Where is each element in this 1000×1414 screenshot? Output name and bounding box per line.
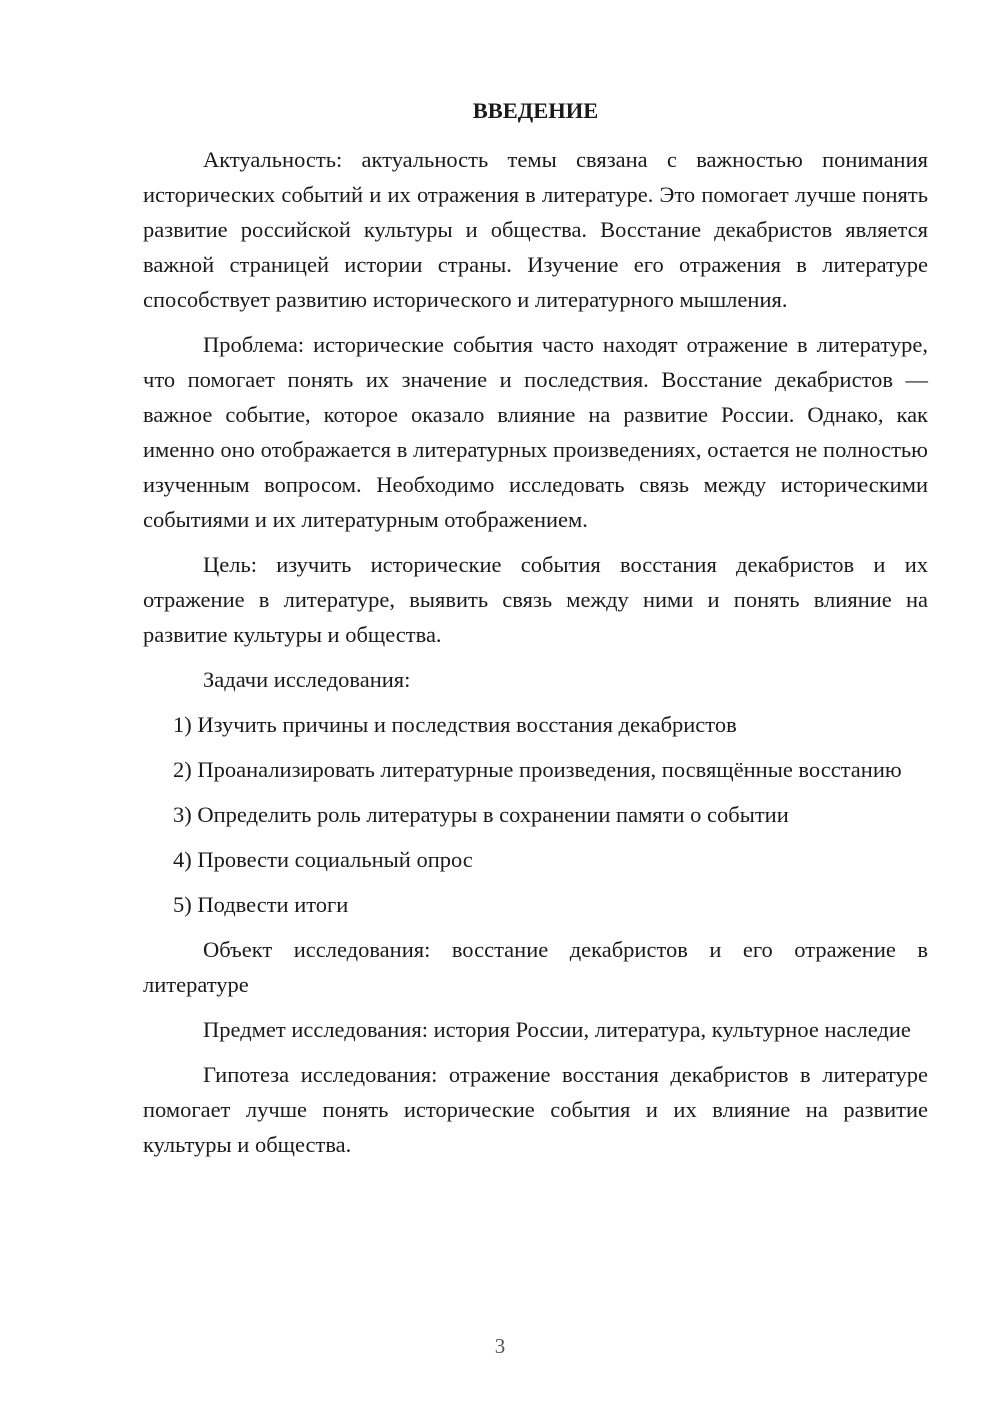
task-item-2: 2) Проанализировать литературные произведения, посвящённые восстанию bbox=[173, 757, 902, 782]
paragraph-hypothesis: Гипотеза исследования: отражение восстания декабристов в литературе помогает лучше понять исторические события и их влияние на развитие культуры и общества. bbox=[143, 1062, 928, 1157]
paragraph-tasks-heading: Задачи исследования: bbox=[203, 667, 411, 692]
task-item-1: 1) Изучить причины и последствия восстания декабристов bbox=[173, 712, 737, 737]
task-item-3: 3) Определить роль литературы в сохранении памяти о событии bbox=[173, 802, 789, 827]
task-item-4: 4) Провести социальный опрос bbox=[173, 847, 473, 872]
page-number: 3 bbox=[494, 1334, 506, 1358]
paragraph-goal: Цель: изучить исторические события восстания декабристов и их отражение в литературе, выявить связь между ними и понять влияние на развитие культуры и общества. bbox=[143, 552, 928, 647]
paragraph-object: Объект исследования: восстание декабристов и его отражение в литературе bbox=[143, 937, 928, 997]
paragraph-relevance: Актуальность: актуальность темы связана с важностью понимания исторических событий и их отражения в литературе. Это помогает лучше понять развитие российской культуры и общества. Восстание декабристов является важной страницей истории страны. Изучение его отражения в литературе способствует развитию исторического и литературного мышления. bbox=[143, 147, 928, 312]
paragraph-subject: Предмет исследования: история России, литература, культурное наследие bbox=[203, 1017, 911, 1042]
paragraph-problem: Проблема: исторические события часто находят отражение в литературе, что помогает понять их значение и последствия. Восстание декабристов — важное событие, которое оказало влияние на развитие России. Однако, как именно оно отображается в литературных произведениях, остается не полностью изученным вопросом. Необходимо исследовать связь между историческими событиями и их литературным отображением. bbox=[143, 332, 928, 532]
page-content bbox=[143, 93, 928, 1162]
task-item-5: 5) Подвести итоги bbox=[173, 892, 349, 917]
section-title: ВВЕДЕНИЕ bbox=[472, 98, 599, 123]
